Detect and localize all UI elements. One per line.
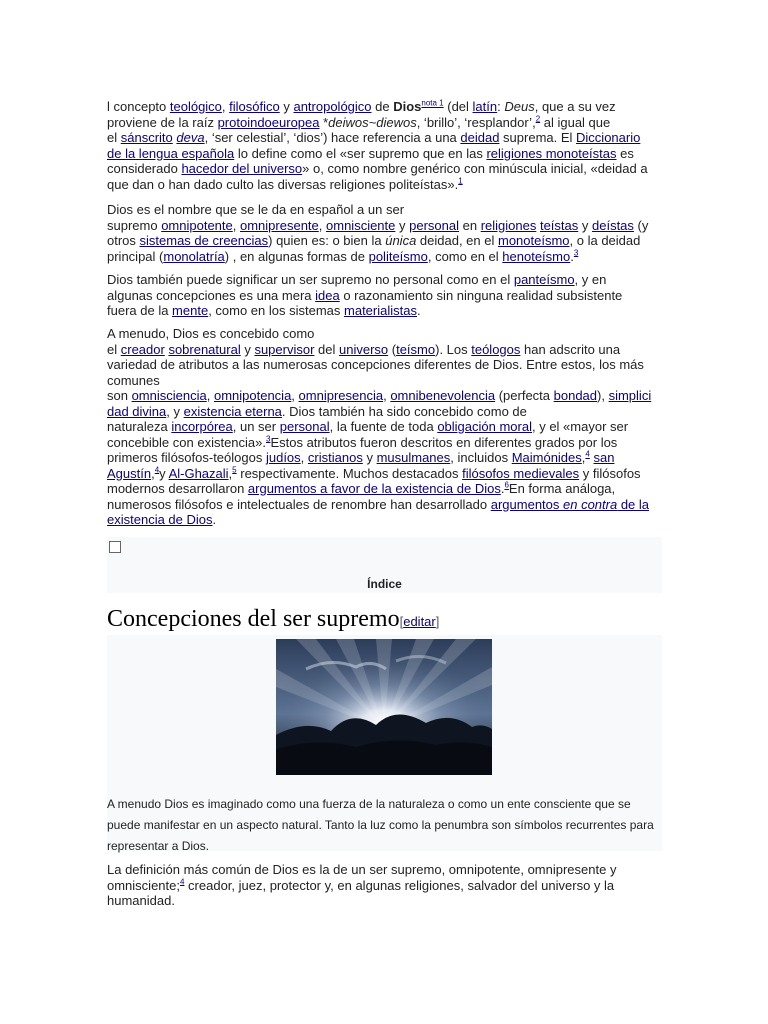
caption-line: A menudo Dios es imaginado como una fuerza de la naturaleza o como un ente consciente que se <box>107 797 631 811</box>
text: considerado <box>107 161 182 176</box>
link-al-ghazali[interactable]: Al-Ghazali <box>168 465 229 481</box>
text: , <box>221 99 230 114</box>
link-san-agustin-cont[interactable]: Agustín <box>107 465 152 481</box>
edit-link[interactable]: editar <box>403 614 436 629</box>
link-antropologico[interactable]: antropológico <box>293 99 372 114</box>
text: (del <box>443 99 473 114</box>
link-idea[interactable]: idea <box>315 287 340 303</box>
link-text-italic: en contra <box>563 496 618 512</box>
link-personal[interactable]: personal <box>409 217 459 233</box>
link-religiones-monoteistas[interactable]: religiones monoteístas <box>486 145 617 161</box>
link-mente[interactable]: mente <box>172 303 209 318</box>
text: , y <box>166 403 184 419</box>
text: Dios es el nombre que se le da en español a un ser <box>107 202 405 217</box>
text: omnisciente; <box>107 877 180 893</box>
text: y <box>362 450 377 465</box>
text: , o la deidad <box>569 233 641 248</box>
link-incorporea[interactable]: incorpórea <box>171 419 233 434</box>
link-musulmanes[interactable]: musulmanes <box>376 450 451 465</box>
text: proviene de la raíz <box>107 114 218 130</box>
text: que dan o han dado culto las diversas religiones politeístas». <box>107 176 459 192</box>
link-creador[interactable]: creador <box>120 341 165 357</box>
text: supremo <box>107 217 162 233</box>
text: , <box>300 450 308 465</box>
text: , <box>206 388 214 403</box>
link-text: argumentos <box>490 496 563 512</box>
link-simplicidad-divina-cont[interactable]: dad divina <box>107 403 167 419</box>
link-argumentos-a-favor[interactable]: argumentos a favor de la existencia de Dios <box>247 481 501 496</box>
caption-line: representar a Dios. <box>107 839 210 853</box>
link-hacedor-del-universo[interactable]: hacedor del universo <box>181 161 303 176</box>
link-religiones[interactable]: religiones <box>480 217 537 233</box>
text: * <box>319 114 329 130</box>
link-omnisciencia[interactable]: omnisciencia <box>131 388 207 403</box>
text: . Dios también ha sido concebido como de <box>281 403 527 419</box>
link-filosofos-medievales[interactable]: filósofos medievales <box>462 465 580 481</box>
ref-5[interactable]: 5 <box>232 465 237 475</box>
link-bondad[interactable]: bondad <box>553 388 598 403</box>
text: y <box>395 217 410 233</box>
term-unica: única <box>385 233 417 248</box>
text: y <box>578 217 592 233</box>
text: , <box>228 465 233 481</box>
text: al igual que <box>540 114 611 130</box>
text: primeros filósofos-teólogos <box>107 450 266 465</box>
ref-6[interactable]: 6 <box>504 480 509 490</box>
link-existencia-eterna[interactable]: existencia eterna <box>183 403 282 419</box>
text: en <box>459 217 481 233</box>
caption-line: puede manifestar en un aspecto natural. Tanto la luz como la penumbra son símbolos recurrentes para <box>107 818 654 832</box>
link-omnibenevolencia[interactable]: omnibenevolencia <box>390 388 496 403</box>
link-omnisciente[interactable]: omnisciente <box>326 217 396 233</box>
link-latin[interactable]: latín <box>472 99 498 114</box>
term-deus: Deus <box>504 99 535 114</box>
figure-caption <box>107 794 662 857</box>
link-teismo[interactable]: teísmo <box>396 341 436 357</box>
text: . <box>416 303 421 318</box>
text: , <box>291 388 299 403</box>
figure-thumbnail <box>107 635 662 851</box>
text: naturaleza <box>107 419 172 434</box>
text: , como en los sistemas <box>208 303 345 318</box>
link-supervisor[interactable]: supervisor <box>254 341 315 357</box>
ref-3[interactable]: 3 <box>573 248 579 258</box>
text: y <box>159 465 169 481</box>
text: suprema. El <box>499 130 577 145</box>
link-deidad[interactable]: deidad <box>460 130 500 145</box>
text: . <box>212 512 217 527</box>
section-paragraph-1 <box>107 862 662 909</box>
text: el <box>107 341 121 357</box>
link-teologico[interactable]: teológico <box>169 99 222 114</box>
link-politeismo[interactable]: politeísmo <box>368 248 428 264</box>
text: son <box>107 388 132 403</box>
text: ( <box>388 341 397 357</box>
text: es <box>616 145 634 161</box>
ref-4c[interactable]: 4 <box>179 877 185 887</box>
text: , ‘ser celestial’, ‘dios’) hace referencia a una <box>204 130 461 145</box>
ref-1[interactable]: 1 <box>458 176 463 186</box>
text: : <box>497 99 505 114</box>
text: humanidad. <box>107 893 175 908</box>
link-filosofico[interactable]: filosófico <box>229 99 280 114</box>
bracket: [ <box>399 614 404 629</box>
link-henoteismo[interactable]: henoteísmo <box>502 248 571 264</box>
text: otros <box>107 233 140 248</box>
link-cristianos[interactable]: cristianos <box>307 450 363 465</box>
text: , ‘brillo’, ‘resplandor’, <box>416 114 536 130</box>
text: , como en el <box>427 248 503 264</box>
link-omnipotencia[interactable]: omnipotencia <box>213 388 292 403</box>
text: variedad de atributos a las numerosas concepciones diferentes de Dios. Entre estos, los más <box>107 357 644 372</box>
text: l concepto <box>107 99 170 114</box>
text: concebible con existencia». <box>107 434 266 450</box>
text: ), <box>597 388 609 403</box>
text: creador, juez, protector y, en algunas religiones, salvador del universo y la <box>184 877 615 893</box>
text: principal ( <box>107 248 164 264</box>
text: deidad, en el <box>416 233 498 248</box>
text: comunes <box>107 372 160 388</box>
link-sanscrito[interactable]: sánscrito <box>120 130 173 145</box>
link-omnipotente[interactable]: omnipotente <box>161 217 233 233</box>
link-personal-2[interactable]: personal <box>279 419 330 434</box>
intro-paragraph-4 <box>107 326 662 528</box>
link-omnipresencia[interactable]: omnipresencia <box>298 388 384 403</box>
text: lo define como el «ser supremo que en las <box>234 145 487 161</box>
text: Estos atributos fueron descritos en diferentes grados por los <box>270 434 618 450</box>
link-omnipresente[interactable]: omnipresente <box>240 217 319 233</box>
link-text: existencia de Dios <box>107 512 213 527</box>
link-sobrenatural[interactable]: sobrenatural <box>168 341 241 357</box>
text: , que a su vez <box>534 99 616 114</box>
ref-4b[interactable]: 4 <box>154 465 160 475</box>
text: respectivamente. Muchos destacados <box>236 465 463 481</box>
link-text: de la <box>617 496 650 512</box>
toc-toggle-checkbox[interactable] <box>109 541 121 553</box>
text: o razonamiento sin ninguna realidad subsistente <box>339 287 623 303</box>
text: fuera de la <box>107 303 173 318</box>
term-deiwos: deiwos~diewos <box>328 114 417 130</box>
text: , un ser <box>232 419 280 434</box>
text: , <box>232 217 240 233</box>
text: , incluidos <box>450 450 512 465</box>
section-title: Concepciones del ser supremo <box>107 606 400 632</box>
text: . <box>500 481 505 496</box>
link-diccionario-cont[interactable]: de la lengua española <box>107 145 235 161</box>
intro-paragraph-2 <box>107 202 662 264</box>
text: , y en <box>574 272 607 287</box>
link-judios[interactable]: judíos <box>265 450 301 465</box>
text: En forma análoga, <box>508 481 616 496</box>
text: , <box>383 388 391 403</box>
cloud-rays-picture <box>276 639 492 775</box>
text: , <box>151 465 155 481</box>
text: algunas concepciones es una mera <box>107 287 316 303</box>
link-teistas[interactable]: teístas <box>539 217 579 233</box>
text: , <box>581 450 586 465</box>
link-obligacion-moral[interactable]: obligación moral <box>437 419 532 434</box>
ref-3b[interactable]: 3 <box>266 434 271 444</box>
text: y <box>240 341 255 357</box>
link-protoindoeuropea[interactable]: protoindoeuropea <box>217 114 320 130</box>
text: ). Los <box>435 341 472 357</box>
text: ) quien es: o bien la <box>268 233 386 248</box>
toc-title: Índice <box>367 577 402 591</box>
link-maimonides[interactable]: Maimónides <box>511 450 582 465</box>
link-san-agustin[interactable]: san <box>593 450 615 465</box>
link-universo[interactable]: universo <box>339 341 389 357</box>
section-heading <box>107 605 662 637</box>
text: . <box>570 248 574 264</box>
text: del <box>314 341 339 357</box>
text: ) , en algunas formas de <box>224 248 369 264</box>
link-sistemas-de-creencias[interactable]: sistemas de creencias <box>139 233 269 248</box>
note-1-ref[interactable]: nota 1 <box>421 98 444 108</box>
text: numerosos filósofos e intelectuales de renombre han desarrollado <box>107 496 491 512</box>
table-of-contents <box>107 537 662 593</box>
link-deistas[interactable]: deístas <box>592 217 634 233</box>
intro-paragraph-3 <box>107 272 662 319</box>
text: de <box>371 99 394 114</box>
text: La definición más común de Dios es la de un ser supremo, omnipotente, omnipresente y <box>107 862 617 877</box>
ref-2[interactable]: 2 <box>535 114 541 124</box>
text: y <box>279 99 294 114</box>
ref-4[interactable]: 4 <box>585 449 590 459</box>
edit-section <box>400 614 440 629</box>
text: el <box>107 130 121 145</box>
text: han adscrito una <box>520 341 621 357</box>
link-simplicidad-divina[interactable]: simplici <box>608 388 652 403</box>
text: y filósofos <box>579 465 641 481</box>
text: (perfecta <box>495 388 554 403</box>
text: , <box>318 217 327 233</box>
link-teologos[interactable]: teólogos <box>471 341 521 357</box>
text: , la fuente de toda <box>329 419 438 434</box>
text: modernos desarrollaron <box>107 481 248 496</box>
text: Dios también puede significar un ser supremo no personal como en el <box>107 272 514 287</box>
intro-paragraph-1 <box>107 99 662 192</box>
link-monolatria[interactable]: monolatría <box>163 248 225 264</box>
link-panteismo[interactable]: panteísmo <box>513 272 575 287</box>
term-dios: Dios <box>393 99 422 114</box>
text: (y <box>633 217 649 233</box>
link-monoteismo[interactable]: monoteísmo <box>497 233 570 248</box>
text: » o, como nombre genérico con minúscula inicial, «deidad a <box>302 161 648 176</box>
bracket: ] <box>435 614 440 629</box>
link-deva[interactable]: deva <box>176 130 205 145</box>
link-diccionario[interactable]: Diccionario <box>576 130 641 145</box>
text: , y el «mayor ser <box>531 419 629 434</box>
text: A menudo, Dios es concebido como <box>107 326 315 341</box>
link-materialistas[interactable]: materialistas <box>344 303 417 318</box>
figure-image-sun-rays-through-clouds[interactable] <box>276 639 492 775</box>
